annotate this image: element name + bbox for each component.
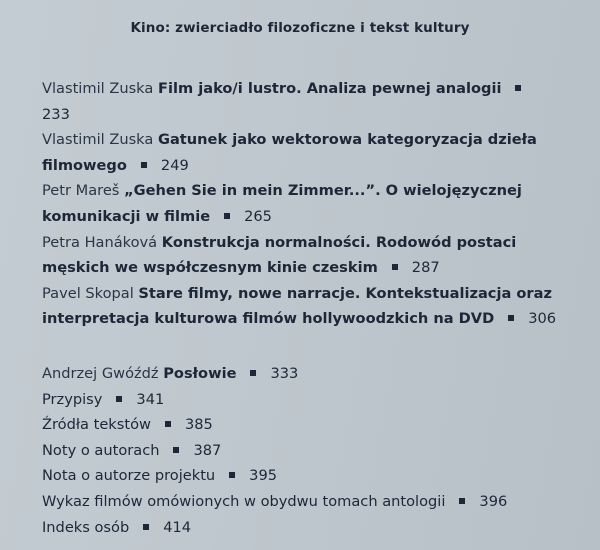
entry-title: Nota o autorze projektu <box>42 467 216 485</box>
bullet-separator-icon <box>459 498 465 504</box>
entry-page: 306 <box>528 310 557 328</box>
bullet-separator-icon <box>141 162 147 168</box>
entry-page: 333 <box>270 364 299 382</box>
toc-entry <box>42 463 562 489</box>
page-title: Kino: zwierciadło filozoficzne i tekst kultury <box>130 20 470 36</box>
toc-entry <box>42 178 562 229</box>
entry-page: 249 <box>160 156 189 174</box>
entry-author: Andrzej Gwóźdź <box>42 364 159 382</box>
entry-author: Pavel Skopal <box>42 284 134 302</box>
entry-page: 396 <box>479 492 508 510</box>
toc-entry <box>42 412 562 438</box>
entry-page: 395 <box>249 467 278 485</box>
entry-page: 265 <box>244 207 272 225</box>
bullet-separator-icon <box>250 370 256 376</box>
bullet-separator-icon <box>392 264 398 270</box>
bullet-separator-icon <box>508 315 514 321</box>
entry-title: Posłowie <box>163 364 237 382</box>
entry-title: Źródła tekstów <box>42 416 151 434</box>
entry-page: 233 <box>42 105 70 123</box>
entry-title: „Gehen Sie in mein Zimmer...”. O wielojęzycznej komunikacji w filmie <box>42 182 522 225</box>
entry-page: 385 <box>184 416 213 434</box>
entry-title: Konstrukcja normalności. Rodowód postaci męskich we współczesnym kinie czeskim <box>42 233 517 277</box>
entry-author: Vlastimil Zuska <box>42 131 154 149</box>
bullet-separator-icon <box>224 213 230 219</box>
toc-entry <box>42 361 562 387</box>
entry-page: 387 <box>193 441 222 459</box>
entry-title: Wykaz filmów omówionych w obydwu tomach antologii <box>42 492 446 510</box>
entry-title: Indeks osób <box>42 518 130 536</box>
entry-title: Gatunek jako wektorowa kategoryzacja dzieła filmowego <box>42 131 537 174</box>
toc-entry <box>42 489 562 515</box>
entry-title: Stare filmy, nowe narracje. Kontekstualizacja oraz interpretacja kulturowa filmów hollywoodzkich na DVD <box>42 284 552 328</box>
entry-page: 287 <box>411 259 440 277</box>
bullet-separator-icon <box>173 447 179 453</box>
entry-author: Petr Mareš <box>42 182 120 200</box>
toc-entry <box>42 387 562 413</box>
toc-entry <box>42 230 562 281</box>
entry-page: 414 <box>163 518 192 536</box>
entry-author: Petra Hanáková <box>42 233 158 251</box>
toc-entry <box>42 515 562 541</box>
section-gap <box>42 332 562 361</box>
toc-entry <box>42 76 562 127</box>
toc-entry <box>42 127 562 178</box>
toc-entry <box>42 438 562 464</box>
bullet-separator-icon <box>229 472 235 478</box>
entry-author: Vlastimil Zuska <box>42 80 154 97</box>
bullet-separator-icon <box>165 421 171 427</box>
entry-page: 341 <box>136 390 165 408</box>
entry-title: Przypisy <box>42 390 103 408</box>
entry-title: Noty o autorach <box>42 441 160 459</box>
toc-entry <box>42 281 562 332</box>
entry-title: Film jako/i lustro. Analiza pewnej analogii <box>157 80 502 97</box>
bullet-separator-icon <box>143 524 149 530</box>
bullet-separator-icon <box>515 85 521 91</box>
table-of-contents <box>42 76 562 540</box>
bullet-separator-icon <box>116 396 122 402</box>
